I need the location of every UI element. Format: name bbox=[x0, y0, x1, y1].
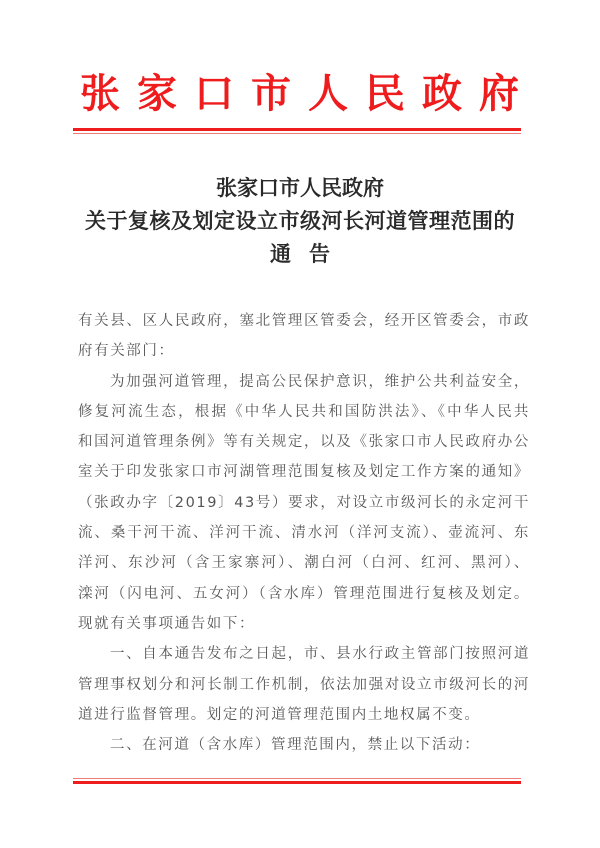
document-title-issuer: 张家口市人民政府 bbox=[216, 175, 384, 200]
masthead-heading: 张家口市人民政府 bbox=[80, 70, 536, 117]
document-title-subject: 关于复核及划定设立市级河长河道管理范围的 bbox=[85, 208, 515, 233]
body-paragraph: 一、自本通告发布之日起，市、县水行政主管部门按照河道管理事权划分和河长制工作机制，依法加强对设立市级河长的河道进行监督管理。划定的河道管理范围内土地权属不变。 bbox=[78, 646, 530, 723]
masthead-red-rule-thin bbox=[73, 133, 521, 134]
salutation: 有关县、区人民政府，塞北管理区管委会，经开区管委会，市政府有关部门： bbox=[78, 313, 530, 360]
masthead-red-rule bbox=[73, 128, 521, 131]
footer-red-rule-thin bbox=[73, 778, 521, 779]
document-body bbox=[78, 306, 530, 760]
body-paragraph: 为加强河道管理，提高公民保护意识，维护公共利益安全，修复河流生态，根据《中华人民共和国防洪法》、《中华人民共和国河道管理条例》等有关规定，以及《张家口市人民政府办公室关于印发张家口市河湖管理范围复核及划定工作方案的通知》（张政办字〔2019〕43号）要求，对设立市级河长的永定河干流、桑干河干流、洋河干流、清水河（洋河支流）、壶流河、东洋河、东沙河（含王家寨河）、潮白河（白河、红河、黑河）、滦河（闪电河、五女河）（含水库）管理范围进行复核及划定。现就有关事项通告如下： bbox=[78, 373, 530, 632]
body-paragraph: 二、在河道（含水库）管理范围内，禁止以下活动： bbox=[110, 737, 481, 754]
footer-red-rule bbox=[73, 781, 521, 784]
document-title-type: 通告 bbox=[270, 241, 348, 266]
